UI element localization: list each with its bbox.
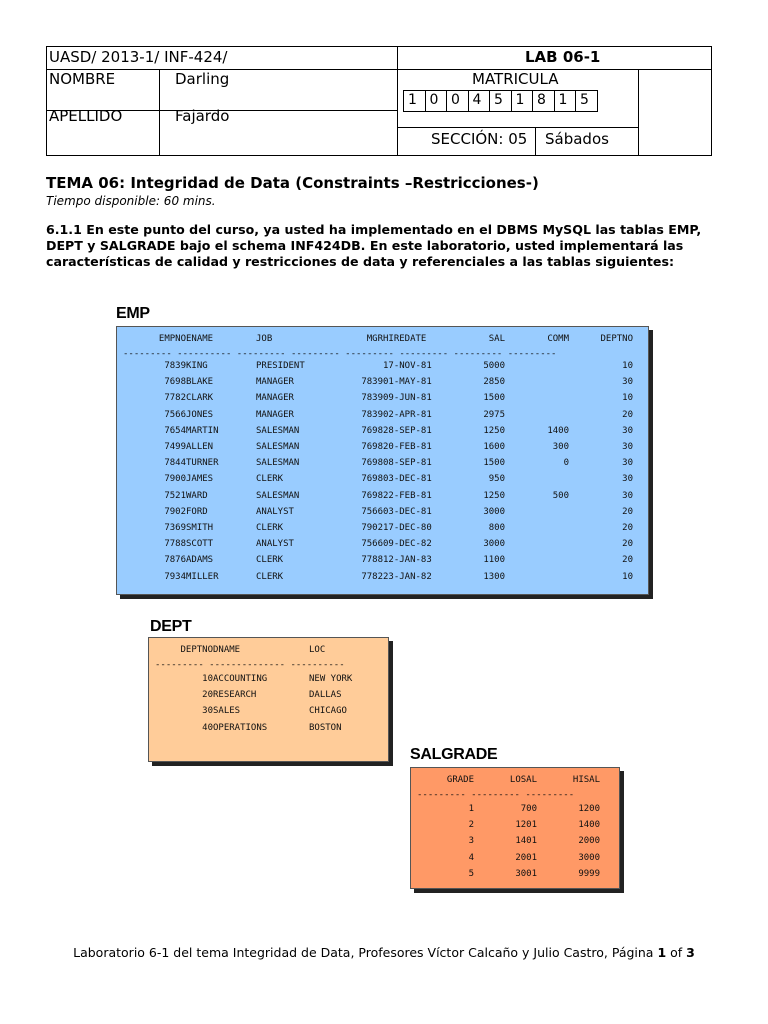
- table-cell: 950: [488, 474, 505, 485]
- table-cell: MARTIN: [186, 425, 219, 436]
- table-cell: WARD: [186, 490, 208, 501]
- table-row: [123, 520, 633, 536]
- table-cell: 4: [468, 852, 474, 863]
- matricula-digit: 0: [426, 91, 448, 111]
- table-cell: [505, 520, 569, 536]
- table-cell: [505, 471, 569, 487]
- table-cell: 20: [622, 506, 633, 517]
- table-row: [123, 536, 633, 552]
- table-cell: 1300: [483, 571, 505, 582]
- matricula-digit: 5: [490, 91, 512, 111]
- table-cell: NEW YORK: [309, 674, 353, 685]
- table-cell: 09-DEC-82: [383, 539, 432, 550]
- table-cell: SCOTT: [186, 539, 214, 550]
- table-cell: 22-FEB-81: [383, 490, 432, 501]
- table-cell: 2: [468, 820, 474, 831]
- table-cell: [505, 390, 569, 406]
- table-cell: ACCOUNTING: [213, 674, 268, 685]
- table-cell: SALES: [213, 706, 241, 717]
- intro-paragraph: 6.1.1 En este punto del curso, ya usted ha implementado en el DBMS MySQL las tablas EMP, DEPT y SALGRADE bajo el schema INF424DB. En este laboratorio, usted implementará las características de calidad y restricciones de data y referenciales a las tablas siguientes:: [46, 222, 702, 269]
- table-cell: FORD: [186, 506, 208, 517]
- table-cell: 7698: [361, 474, 383, 485]
- footer-text: Laboratorio 6-1 del tema Integridad de Data, Profesores Víctor Calcaño y Julio Castro, Página: [73, 945, 658, 960]
- table-cell: 03-DEC-81: [383, 506, 432, 517]
- table-cell: [505, 552, 569, 568]
- table-cell: 03-DEC-81: [383, 474, 432, 485]
- table-row: [417, 801, 600, 817]
- emp-table: [123, 331, 633, 585]
- salgrade-table-box: [410, 767, 620, 889]
- table-cell: JONES: [186, 409, 214, 420]
- column-header: HISAL: [572, 774, 600, 785]
- table-cell: 02-APR-81: [383, 409, 432, 420]
- table-cell: 10: [202, 674, 213, 685]
- table-cell: MANAGER: [256, 393, 294, 404]
- table-cell: 1401: [515, 836, 537, 847]
- emp-table-box: [116, 326, 649, 595]
- table-cell: 2850: [483, 377, 505, 388]
- column-header: SAL: [488, 333, 505, 344]
- table-cell: 1600: [483, 442, 505, 453]
- table-cell: [505, 568, 569, 584]
- table-cell: 01-MAY-81: [383, 377, 432, 388]
- table-cell: CLARK: [186, 393, 214, 404]
- table-row: [123, 390, 633, 406]
- table-row: [155, 687, 379, 703]
- table-cell: CHICAGO: [309, 706, 347, 717]
- table-cell: 1200: [578, 804, 600, 815]
- footer-page-total: 3: [686, 945, 695, 960]
- emp-title: EMP: [116, 305, 150, 322]
- nombre-label: NOMBRE: [49, 70, 116, 88]
- table-cell: 7654: [164, 425, 186, 436]
- table-cell: 30: [622, 425, 633, 436]
- matricula-digits: [403, 90, 598, 112]
- column-header: MGR: [366, 333, 383, 344]
- matricula-digit: 8: [533, 91, 555, 111]
- page-footer: [0, 945, 768, 960]
- table-cell: 7782: [164, 393, 186, 404]
- table-cell: SALESMAN: [256, 425, 300, 436]
- apellido-label: APELLIDO: [49, 107, 123, 125]
- table-row: [155, 720, 379, 736]
- table-cell: SALESMAN: [256, 458, 300, 469]
- column-header: DEPTNO: [180, 644, 213, 655]
- table-cell: 7934: [164, 571, 186, 582]
- table-row: [417, 817, 600, 833]
- table-cell: 7782: [361, 571, 383, 582]
- table-cell: SALESMAN: [256, 442, 300, 453]
- column-header: DEPTNO: [600, 333, 633, 344]
- table-cell: 1100: [483, 555, 505, 566]
- table-cell: 7698: [361, 425, 383, 436]
- table-cell: 20-FEB-81: [383, 442, 432, 453]
- table-cell: 7844: [164, 458, 186, 469]
- table-cell: 7902: [164, 506, 186, 517]
- seccion-label: SECCIÓN: 05: [431, 130, 528, 148]
- table-cell: 3000: [483, 539, 505, 550]
- table-cell: 7499: [164, 442, 186, 453]
- table-cell: SMITH: [186, 522, 214, 533]
- table-row: [417, 850, 600, 866]
- table-cell: 9999: [578, 868, 600, 879]
- table-row: [123, 568, 633, 584]
- table-cell: 7566: [164, 409, 186, 420]
- table-cell: 7698: [361, 442, 383, 453]
- table-cell: 1: [468, 804, 474, 815]
- tema-title: TEMA 06: Integridad de Data (Constraints –Restricciones-): [46, 174, 539, 192]
- table-cell: [505, 504, 569, 520]
- column-header: JOB: [256, 333, 273, 344]
- column-header: GRADE: [446, 774, 474, 785]
- table-row: [123, 552, 633, 568]
- salgrade-table: [417, 772, 600, 882]
- divider: [47, 69, 711, 70]
- table-cell: 17-NOV-81: [383, 361, 432, 372]
- table-cell: JAMES: [186, 474, 214, 485]
- table-cell: CLERK: [256, 474, 284, 485]
- table-row: [155, 671, 379, 687]
- table-cell: 1250: [483, 490, 505, 501]
- table-cell: 1201: [515, 820, 537, 831]
- salgrade-title: SALGRADE: [410, 746, 498, 763]
- table-cell: 2975: [483, 409, 505, 420]
- table-cell: 1500: [483, 393, 505, 404]
- divider: [638, 69, 639, 155]
- table-cell: TURNER: [186, 458, 219, 469]
- table-cell: [505, 407, 569, 423]
- table-cell: 30: [202, 706, 213, 717]
- table-cell: OPERATIONS: [213, 722, 268, 733]
- table-cell: 7839: [361, 393, 383, 404]
- course-code: UASD/ 2013-1/ INF-424/: [49, 48, 228, 66]
- table-cell: [340, 358, 383, 374]
- table-cell: SALESMAN: [256, 490, 300, 501]
- table-cell: 5000: [483, 361, 505, 372]
- table-cell: 20: [622, 409, 633, 420]
- dept-separator: --------- -------------- ----------: [155, 660, 345, 670]
- footer-page-number: 1: [657, 945, 667, 960]
- lab-title: LAB 06-1: [525, 48, 601, 66]
- table-cell: 7566: [361, 539, 383, 550]
- table-cell: ANALYST: [256, 506, 294, 517]
- table-cell: 3000: [483, 506, 505, 517]
- table-row: [123, 374, 633, 390]
- dept-title: DEPT: [150, 618, 192, 635]
- table-row: [417, 866, 600, 882]
- table-cell: 7566: [361, 506, 383, 517]
- table-cell: 1400: [547, 425, 569, 436]
- table-row: [417, 833, 600, 849]
- table-cell: 30: [622, 377, 633, 388]
- table-cell: 7902: [361, 522, 383, 533]
- column-header: DNAME: [213, 644, 241, 655]
- column-header: ENAME: [186, 333, 214, 344]
- table-cell: ANALYST: [256, 539, 294, 550]
- divider: [397, 47, 398, 155]
- table-cell: 7876: [164, 555, 186, 566]
- table-cell: 5: [468, 868, 474, 879]
- table-cell: 7839: [361, 377, 383, 388]
- table-cell: 28-SEP-81: [383, 425, 432, 436]
- table-cell: [505, 536, 569, 552]
- table-cell: [505, 358, 569, 374]
- table-cell: 7369: [164, 522, 186, 533]
- table-cell: 10: [622, 393, 633, 404]
- table-cell: 700: [520, 804, 537, 815]
- table-cell: PRESIDENT: [256, 361, 305, 372]
- table-cell: 7788: [164, 539, 186, 550]
- table-cell: 3000: [578, 852, 600, 863]
- table-cell: RESEARCH: [213, 690, 257, 701]
- table-cell: KING: [186, 361, 208, 372]
- matricula-digit: 4: [469, 91, 491, 111]
- table-row: [123, 471, 633, 487]
- nombre-value: Darling: [175, 70, 230, 88]
- table-cell: 7839: [361, 409, 383, 420]
- table-cell: DALLAS: [309, 690, 342, 701]
- column-header: HIREDATE: [383, 333, 427, 344]
- table-cell: 7788: [361, 555, 383, 566]
- column-header: LOC: [309, 644, 326, 655]
- table-cell: 800: [488, 522, 505, 533]
- table-cell: 1400: [578, 820, 600, 831]
- matricula-digit: 1: [555, 91, 577, 111]
- table-cell: 23-JAN-82: [383, 571, 432, 582]
- column-header: LOSAL: [509, 774, 537, 785]
- table-cell: ALLEN: [186, 442, 214, 453]
- table-cell: 30: [622, 458, 633, 469]
- divider: [159, 69, 160, 155]
- table-cell: CLERK: [256, 571, 284, 582]
- table-row: [123, 423, 633, 439]
- table-cell: 300: [552, 442, 569, 453]
- table-row: [123, 358, 633, 374]
- table-cell: 0: [563, 458, 569, 469]
- matricula-digit: 1: [512, 91, 534, 111]
- salgrade-separator: --------- --------- ---------: [417, 790, 575, 800]
- emp-separator: --------- ---------- --------- --------- --------- --------- --------- ---------: [123, 349, 557, 359]
- table-cell: CLERK: [256, 555, 284, 566]
- table-cell: 500: [552, 490, 569, 501]
- table-cell: 20: [202, 690, 213, 701]
- table-cell: 7839: [164, 361, 186, 372]
- matricula-digit: 5: [576, 91, 598, 111]
- table-cell: 10: [622, 571, 633, 582]
- column-header: EMPNO: [158, 333, 186, 344]
- table-cell: 3: [468, 836, 474, 847]
- table-cell: 10: [622, 361, 633, 372]
- column-header: COMM: [547, 333, 569, 344]
- dept-table-box: [148, 637, 389, 762]
- tiempo-disponible: Tiempo disponible: 60 mins.: [46, 194, 216, 208]
- table-cell: 2000: [578, 836, 600, 847]
- table-row: [155, 703, 379, 719]
- table-cell: 30: [622, 442, 633, 453]
- table-cell: ADAMS: [186, 555, 214, 566]
- table-cell: 20: [622, 539, 633, 550]
- table-row: [123, 407, 633, 423]
- matricula-digit: 0: [447, 91, 469, 111]
- table-cell: 7521: [164, 490, 186, 501]
- table-cell: 09-JUN-81: [383, 393, 432, 404]
- matricula-label: MATRICULA: [472, 70, 559, 88]
- table-row: [123, 488, 633, 504]
- table-row: [123, 455, 633, 471]
- table-cell: MANAGER: [256, 377, 294, 388]
- table-cell: 7698: [361, 458, 383, 469]
- table-cell: 1500: [483, 458, 505, 469]
- apellido-value: Fajardo: [175, 107, 230, 125]
- table-cell: BLAKE: [186, 377, 214, 388]
- dia-label: Sábados: [545, 130, 609, 148]
- table-cell: 20: [622, 522, 633, 533]
- table-cell: 40: [202, 722, 213, 733]
- table-cell: MILLER: [186, 571, 219, 582]
- table-cell: [505, 374, 569, 390]
- table-row: [123, 504, 633, 520]
- table-cell: 08-SEP-81: [383, 458, 432, 469]
- table-cell: 7698: [361, 490, 383, 501]
- table-cell: 12-JAN-83: [383, 555, 432, 566]
- table-cell: 7698: [164, 377, 186, 388]
- table-cell: 2001: [515, 852, 537, 863]
- table-cell: CLERK: [256, 522, 284, 533]
- table-cell: 1250: [483, 425, 505, 436]
- footer-of: of: [666, 945, 687, 960]
- table-cell: 30: [622, 490, 633, 501]
- table-cell: BOSTON: [309, 722, 342, 733]
- table-cell: 7900: [164, 474, 186, 485]
- table-cell: 17-DEC-80: [383, 522, 432, 533]
- table-cell: 3001: [515, 868, 537, 879]
- dept-table: [155, 642, 379, 736]
- matricula-digit: 1: [404, 91, 426, 111]
- table-row: [123, 439, 633, 455]
- table-cell: 30: [622, 474, 633, 485]
- table-cell: 20: [622, 555, 633, 566]
- table-cell: MANAGER: [256, 409, 294, 420]
- dia-cell: [535, 127, 638, 155]
